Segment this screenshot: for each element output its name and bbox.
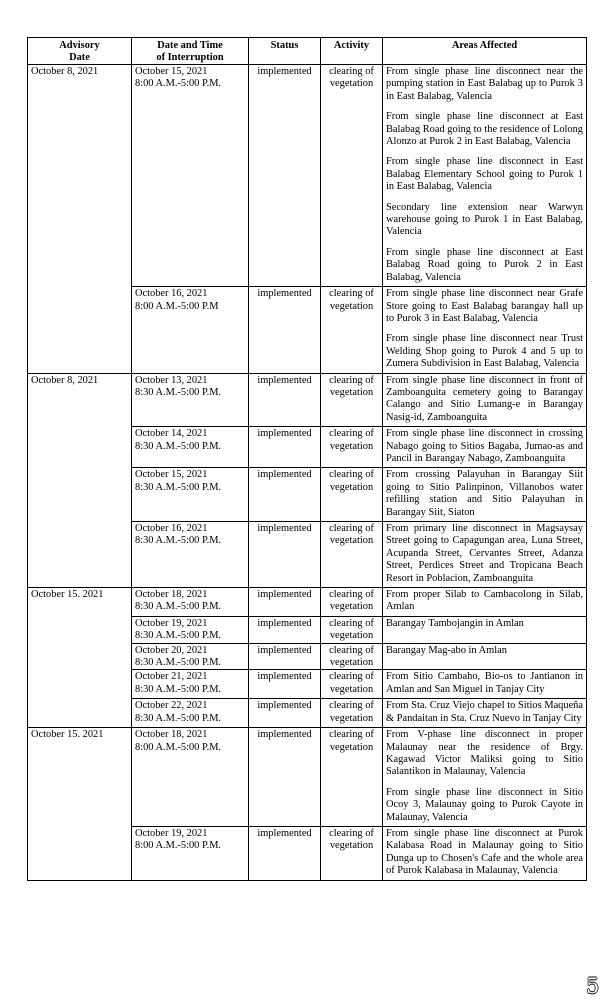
activity-cell: clearing of vegetation	[321, 699, 383, 728]
area-entry: From Sitio Cambaho, Bio-os to Jantianon in Amlan and San Miguel in Tanjay City	[386, 671, 583, 695]
status-cell: implemented	[249, 643, 321, 670]
interruption-time: 8:00 A.M.-5:00 P.M.	[135, 78, 222, 90]
interruption-datetime-cell	[132, 616, 249, 643]
header-date-time: Date and Time of Interruption	[132, 38, 249, 65]
interruption-datetime-cell	[132, 643, 249, 670]
activity-cell: clearing of vegetation	[321, 826, 383, 880]
area-entry: From single phase line disconnect in Sitio Ocoy 3, Malaunay going to Purok Cayote in Malaunay, Valencia	[386, 786, 583, 823]
activity-cell: clearing of vegetation	[321, 468, 383, 522]
activity-cell: clearing of vegetation	[321, 670, 383, 699]
advisory-date-cell: October 15. 2021	[28, 728, 132, 880]
interruption-date: October 15, 2021	[135, 469, 208, 481]
interruption-date: October 15, 2021	[135, 66, 208, 77]
area-entry: From single phase line disconnect in front of Zamboanguita cemetery going to Barangay Calango and Sitio Lumang-e in Barangay Nasig-id, Zamboanguita	[386, 374, 583, 423]
areas-affected-cell	[383, 728, 587, 827]
area-entry: From Sta. Cruz Viejo chapel to Sitios Maqueña & Pandaitan in Sta. Cruz Nuevo in Tanjay City	[386, 700, 583, 724]
interruption-datetime-cell	[132, 287, 249, 373]
interruption-datetime-cell	[132, 699, 249, 728]
area-entry: From single phase line disconnect at East Balabag Road going to Purok 2 in East Balabag, Valencia	[386, 246, 583, 283]
interruption-date: October 16, 2021	[135, 523, 208, 534]
areas-affected-cell	[383, 616, 587, 643]
activity-cell: clearing of vegetation	[321, 616, 383, 643]
advisory-date-cell: October 15. 2021	[28, 588, 132, 728]
interruption-time: 8:00 A.M.-5:00 P.M.	[135, 741, 222, 753]
area-entry: Barangay Tambojangin in Amlan	[386, 617, 524, 629]
activity-cell: clearing of vegetation	[321, 588, 383, 617]
table-header-row	[28, 38, 587, 65]
table-row	[28, 588, 587, 617]
area-entry: Barangay Mag-abo in Amlan	[386, 644, 507, 656]
areas-affected-cell	[383, 588, 587, 617]
status-cell: implemented	[249, 468, 321, 522]
area-entry: From single phase line disconnect in crossing Nabago going to Sitios Bagaba, Jumao-as and Pancil in Barangay Nabago, Zamboanguita	[386, 428, 583, 464]
status-cell: implemented	[249, 616, 321, 643]
interruption-datetime-cell	[132, 522, 249, 588]
header-activity: Activity	[321, 38, 383, 65]
interruption-time: 8:30 A.M.-5:00 P.M.	[135, 683, 222, 695]
page-number: 5	[586, 974, 600, 998]
interruption-time: 8:30 A.M.-5:00 P.M.	[135, 712, 222, 724]
interruption-time: 8:30 A.M.-5:00 P.M.	[135, 657, 222, 669]
area-entry: From single phase line disconnect near Grafe Store going to East Balabag barangay hall up to Purok 3 in East Balabag, Valencia	[386, 288, 583, 324]
status-cell: implemented	[249, 373, 321, 427]
header-status: Status	[249, 38, 321, 65]
interruption-datetime-cell	[132, 588, 249, 617]
interruption-date: October 18, 2021	[135, 729, 208, 741]
area-entry: From single phase line disconnect near the pumping station in East Balabag up to Purok 3 in East Balabag, Valencia	[386, 66, 583, 102]
area-entry: From single phase line disconnect near Trust Welding Shop going to Purok 4 and 5 up to Zumera Subdivision in East Balabag, Valencia	[386, 333, 583, 370]
status-cell: implemented	[249, 427, 321, 468]
interruption-date: October 18, 2021	[135, 589, 208, 601]
activity-cell: clearing of vegetation	[321, 427, 383, 468]
area-entry: From single phase line disconnect in East Balabag Elementary School going to Purok 1 in East Balabag, Valencia	[386, 156, 583, 193]
activity-cell: clearing of vegetation	[321, 65, 383, 287]
area-entry: From proper Silab to Cambacolong in Silab, Amlan	[386, 589, 583, 613]
interruption-time: 8:30 A.M.-5:00 P.M.	[135, 535, 222, 547]
status-cell: implemented	[249, 699, 321, 728]
status-cell: implemented	[249, 65, 321, 287]
interruption-date: October 21, 2021	[135, 671, 208, 683]
status-cell: implemented	[249, 728, 321, 827]
areas-affected-cell	[383, 373, 587, 427]
interruption-datetime-cell	[132, 468, 249, 522]
area-entry: Secondary line extension near Warwyn warehouse going to Purok 1 in East Balabag, Valencia	[386, 201, 583, 238]
areas-affected-cell	[383, 643, 587, 670]
activity-cell: clearing of vegetation	[321, 522, 383, 588]
status-cell: implemented	[249, 670, 321, 699]
area-entry: From single phase line disconnect at Purok Kalabasa Road in Malaunay going to Sitio Dunga up to Chosen's Cafe and the whole area of Purok Kalabasa in Malaunay, Valencia	[386, 827, 583, 877]
interruption-datetime-cell	[132, 728, 249, 827]
area-entry: From single phase line disconnect at East Balabag Road going to the residence of Lolong Alonzo at Purok 2 in East Balabag, Valencia	[386, 111, 583, 148]
areas-affected-cell	[383, 287, 587, 373]
areas-affected-cell	[383, 699, 587, 728]
interruption-date: October 14, 2021	[135, 428, 208, 440]
status-cell: implemented	[249, 287, 321, 373]
interruption-date: October 19, 2021	[135, 617, 208, 629]
interruption-time: 8:30 A.M.-5:00 P.M.	[135, 386, 222, 398]
interruption-time: 8:30 A.M.-5:00 P.M.	[135, 630, 222, 642]
interruption-date: October 13, 2021	[135, 374, 208, 386]
status-cell: implemented	[249, 826, 321, 880]
interruption-time: 8:00 A.M.-5:00 P.M	[135, 300, 219, 312]
areas-affected-cell	[383, 522, 587, 588]
areas-affected-cell	[383, 427, 587, 468]
area-entry: From primary line disconnect in Magsaysay Street going to Capagungan area, Luna Street, Acupanda Street, Cervantes Street, Adanza Street, Perdices Street and Tropicana Beach Resort in Poblacion, Zamboanguita	[386, 523, 583, 584]
interruption-datetime-cell	[132, 373, 249, 427]
interruption-datetime-cell	[132, 826, 249, 880]
interruption-schedule-table	[27, 37, 587, 881]
status-cell: implemented	[249, 522, 321, 588]
interruption-date: October 20, 2021	[135, 644, 208, 656]
areas-affected-cell	[383, 468, 587, 522]
areas-affected-cell	[383, 826, 587, 880]
header-areas-affected: Areas Affected	[383, 38, 587, 65]
table-row	[28, 728, 587, 827]
interruption-date: October 22, 2021	[135, 700, 208, 712]
advisory-date-cell: October 8, 2021	[28, 65, 132, 374]
area-entry: From V-phase line disconnect in proper Malaunay near the residence of Brgy. Kagawad Victor Maliksi going to Sitio Salantikon in Malaunay, Valencia	[386, 729, 583, 778]
interruption-time: 8:30 A.M.-5:00 P.M.	[135, 481, 222, 493]
interruption-time: 8:00 A.M.-5:00 P.M.	[135, 840, 222, 852]
activity-cell: clearing of vegetation	[321, 643, 383, 670]
interruption-datetime-cell	[132, 427, 249, 468]
activity-cell: clearing of vegetation	[321, 287, 383, 373]
interruption-date: October 19, 2021	[135, 827, 208, 839]
activity-cell: clearing of vegetation	[321, 373, 383, 427]
areas-affected-cell	[383, 670, 587, 699]
table-row	[28, 65, 587, 287]
activity-cell: clearing of vegetation	[321, 728, 383, 827]
table-row	[28, 373, 587, 427]
header-advisory-date: Advisory Date	[28, 38, 132, 65]
interruption-date: October 16, 2021	[135, 288, 208, 300]
advisory-date-cell: October 8, 2021	[28, 373, 132, 588]
interruption-time: 8:30 A.M.-5:00 P.M.	[135, 440, 222, 452]
table-body	[28, 65, 587, 881]
status-cell: implemented	[249, 588, 321, 617]
interruption-time: 8:30 A.M.-5:00 P.M.	[135, 601, 222, 613]
areas-affected-cell	[383, 65, 587, 287]
interruption-datetime-cell	[132, 670, 249, 699]
area-entry: From crossing Palayuhan in Barangay Siit going to Sitio Palinpinon, Villanobos water refilling station and Sitio Palayuhan in Barangay Siit, Siaton	[386, 469, 583, 518]
interruption-datetime-cell	[132, 65, 249, 287]
